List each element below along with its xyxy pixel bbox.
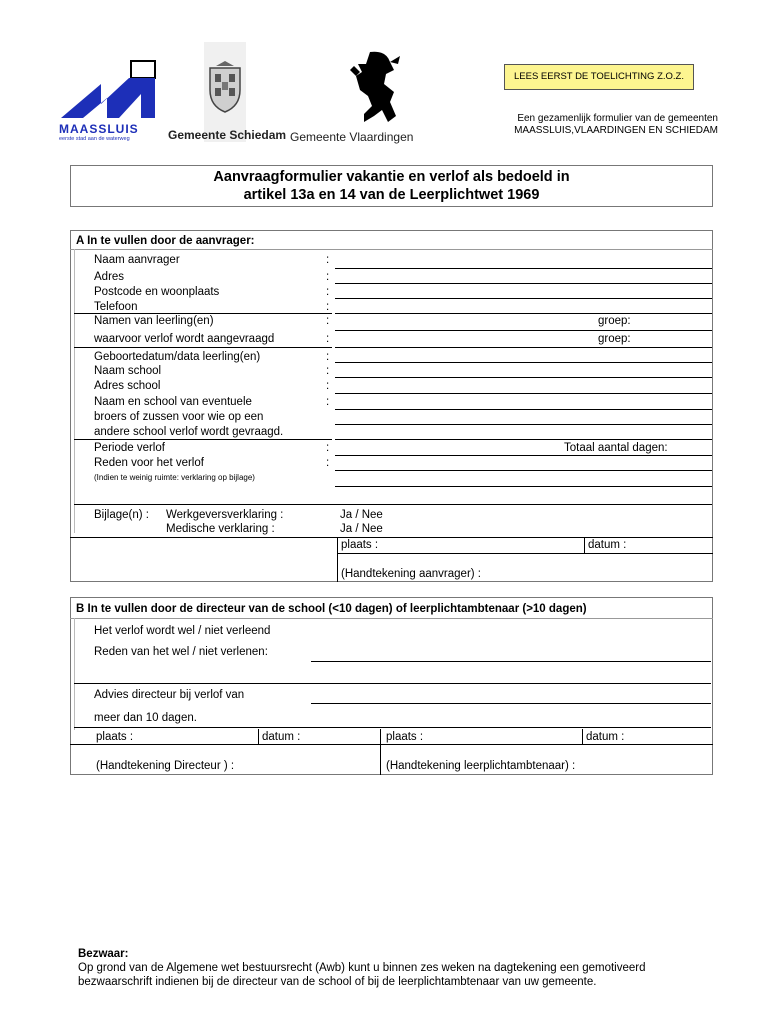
bezwaar-heading: Bezwaar: [78,948,129,960]
handtekening-directeur[interactable]: (Handtekening Directeur ) : [96,760,235,772]
werkgeversverklaring-label: Werkgeversverklaring : [166,509,284,521]
label-namen-leerlingen: Namen van leerling(en) [94,315,214,327]
colon: : [326,301,330,313]
colon: : [326,380,330,392]
maassluis-name: MAASSLUIS [59,122,139,136]
colon: : [326,457,330,469]
maassluis-tagline: eerste stad aan de waterweg [59,136,130,142]
groep-label-2: groep: [598,333,631,345]
label-broers-3: andere school verlof wordt gevraagd. [94,426,284,438]
maassluis-logo [55,58,165,148]
lion-icon [350,50,402,124]
namen-leerlingen-field[interactable] [335,330,712,331]
label-reden-verlof: Reden voor het verlof [94,457,204,469]
handtekening-aanvrager[interactable]: (Handtekening aanvrager) : [341,568,481,580]
naam-school-field[interactable] [335,377,712,378]
telefoon-field[interactable] [335,313,712,314]
reden-verlof-field-1[interactable] [335,470,712,471]
medische-verklaring-label: Medische verklaring : [166,523,275,535]
schiedam-logo [168,42,287,146]
adres-school-field[interactable] [335,393,712,394]
plaats-aanvrager[interactable]: plaats : [341,539,379,551]
page-title-line2: artikel 13a en 14 van de Leerplichtwet 1969 [243,187,540,203]
adres-field[interactable] [335,283,712,284]
datum-aanvrager[interactable]: datum : [588,539,627,551]
label-geboortedatum: Geboortedatum/data leerling(en) [94,351,261,363]
coat-of-arms-icon [206,60,244,114]
bezwaar-text-2: bezwaarschrift indienen bij de directeur van de school of bij de leerplichtambtenaar van uw gemeente. [78,976,597,988]
datum-leerplicht[interactable]: datum : [586,731,625,743]
colon: : [326,286,330,298]
reden-verlof-field-2[interactable] [335,486,712,487]
handtekening-leerplichtambtenaar[interactable]: (Handtekening leerplichtambtenaar) : [386,760,576,772]
waarvoor-verlof-field[interactable] [335,347,712,348]
plaats-directeur[interactable]: plaats : [96,731,134,743]
totaal-aantal-dagen: Totaal aantal dagen: [564,442,668,454]
bezwaar-text-1: Op grond van de Algemene wet bestuursrecht (Awb) kunt u binnen zes weken na dagtekening een gemotiveerd [78,962,646,974]
advies-field-1[interactable] [311,703,711,704]
advies-field-2[interactable] [74,727,711,728]
label-broers-2: broers of zussen voor wie op een [94,411,264,423]
label-broers-1: Naam en school van eventuele [94,396,252,408]
page-title-line1: Aanvraagformulier vakantie en verlof als bedoeld in [213,169,570,185]
vlaardingen-logo [288,50,428,148]
geboortedatum-field[interactable] [335,362,712,363]
label-adres: Adres [94,271,125,283]
broers-field-2[interactable] [335,424,712,425]
section-b-heading: B In te vullen door de directeur van de school (<10 dagen) of leerplichtambtenaar (>10 dagen) [76,603,587,615]
vlaardingen-name: Gemeente Vlaardingen [290,130,414,144]
colon: : [326,333,330,345]
label-telefoon: Telefoon [94,301,138,313]
naam-aanvrager-field[interactable] [335,268,712,269]
colon: : [326,271,330,283]
reden-verlof-field-3[interactable] [74,504,712,505]
label-naam-school: Naam school [94,365,162,377]
header-subtitle-line2: MAASSLUIS,VLAARDINGEN EN SCHIEDAM [514,125,718,136]
colon: : [326,442,330,454]
reden-niet-verlenen-field-2[interactable] [74,683,711,684]
label-postcode: Postcode en woonplaats [94,286,220,298]
label-adres-school: Adres school [94,380,161,392]
medisch-janee[interactable]: Ja / Nee [340,523,383,535]
verlof-verleend: Het verlof wordt wel / niet verleend [94,625,271,637]
colon: : [326,351,330,363]
schiedam-name: Gemeente Schiedam [168,128,287,142]
plaats-leerplicht[interactable]: plaats : [386,731,424,743]
reden-niet-verlenen-label: Reden van het wel / niet verlenen: [94,646,268,658]
section-a-heading: A In te vullen door de aanvrager: [76,235,255,247]
title-box [70,165,713,207]
colon: : [326,396,330,408]
groep-label-1: groep: [598,315,631,327]
periode-verlof-field[interactable] [335,455,712,456]
label-reden-note: (Indien te weinig ruimte: verklaring op bijlage) [94,473,255,482]
colon: : [326,365,330,377]
broers-field-3[interactable] [335,439,712,440]
label-naam-aanvrager: Naam aanvrager [94,254,180,266]
werkgever-janee[interactable]: Ja / Nee [340,509,383,521]
postcode-field[interactable] [335,298,712,299]
datum-directeur[interactable]: datum : [262,731,301,743]
advies-label-1: Advies directeur bij verlof van [94,689,245,701]
label-periode-verlof: Periode verlof [94,442,165,454]
broers-field-1[interactable] [335,409,712,410]
reden-niet-verlenen-field-1[interactable] [311,661,711,662]
label-waarvoor-verlof: waarvoor verlof wordt aangevraagd [94,333,275,345]
notice-box [504,64,694,90]
header-subtitle-line1: Een gezamenlijk formulier van de gemeenten [517,113,718,124]
colon: : [326,254,330,266]
bijlage-label: Bijlage(n) : [94,509,149,521]
notice-text: LEES EERST DE TOELICHTING Z.O.Z. [514,71,684,82]
colon: : [326,315,330,327]
advies-label-2: meer dan 10 dagen. [94,712,197,724]
